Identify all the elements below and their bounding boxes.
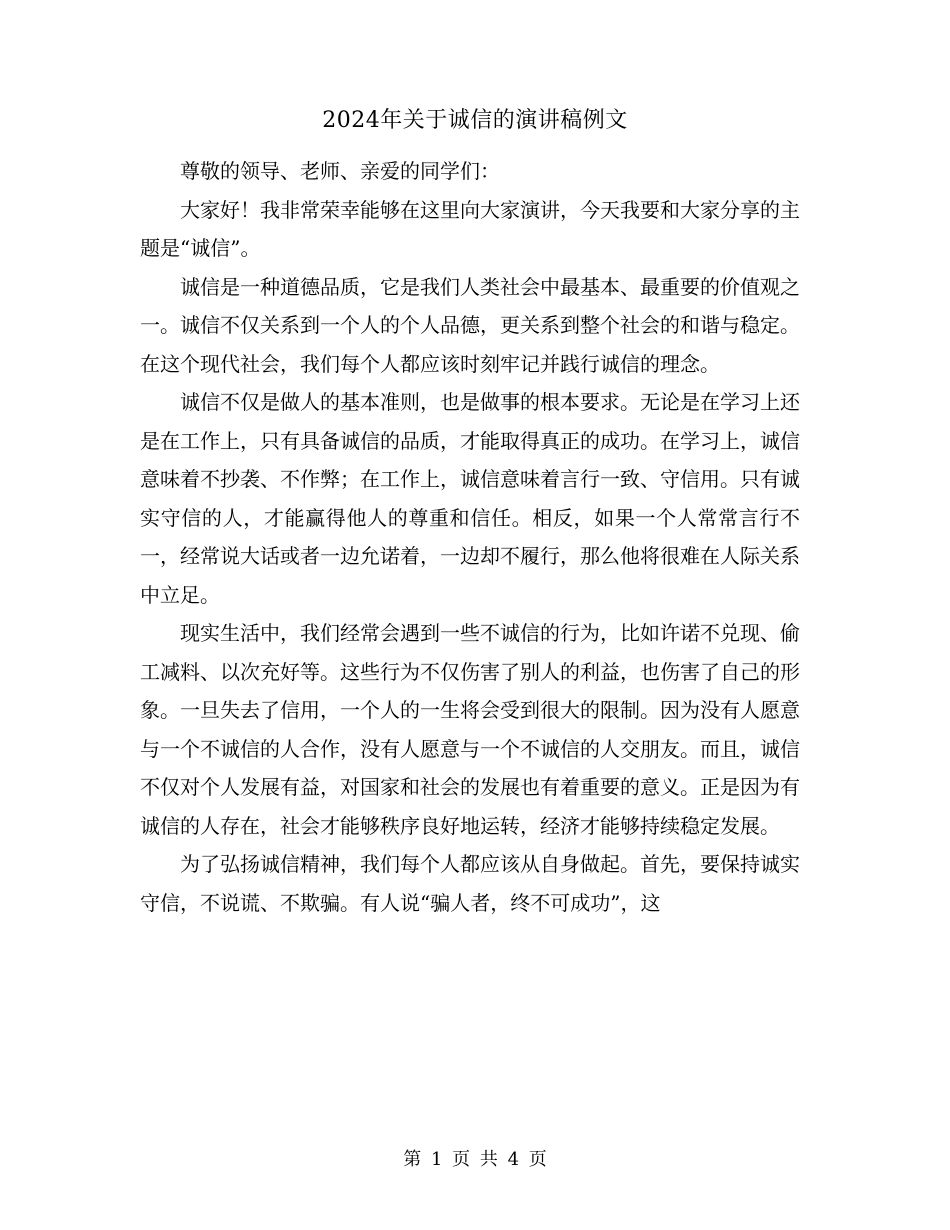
body-paragraph: 现实生活中，我们经常会遇到一些不诚信的行为，比如许诺不兑现、偷工减料、以次充好等。这些行为不仅伤害了别人的利益，也伤害了自己的形象。一旦失去了信用，一个人的一生将会受到很大的限制。因为没有人愿意与一个不诚信的人合作，没有人愿意与一个不诚信的人交朋友。而且，诚信不仅对个人发展有益，对国家和社会的发展也有着重要的意义。正是因为有诚信的人存在，社会才能够秩序良好地运转，经济才能够持续稳定发展。 (140, 621, 800, 838)
document-body (140, 152, 800, 922)
body-paragraph: 诚信不仅是做人的基本准则，也是做事的根本要求。无论是在学习上还是在工作上，只有具备诚信的品质，才能取得真正的成功。在学习上，诚信意味着不抄袭、不作弊；在工作上，诚信意味着言行一致、守信用。只有诚实守信的人，才能赢得他人的尊重和信任。相反，如果一个人常常言行不一，经常说大话或者一边允诺着，一边却不履行，那么他将很难在人际关系中立足。 (140, 390, 800, 607)
body-paragraph: 大家好！我非常荣幸能够在这里向大家演讲，今天我要和大家分享的主题是“诚信”。 (140, 197, 800, 260)
body-paragraph: 为了弘扬诚信精神，我们每个人都应该从自身做起。首先，要保持诚实守信，不说谎、不欺骗。有人说“骗人者，终不可成功”，这 (140, 852, 800, 915)
document-title: 2024年关于诚信的演讲稿例文 (322, 108, 628, 133)
salutation-paragraph: 尊敬的领导、老师、亲爱的同学们： (180, 159, 500, 183)
body-paragraph: 诚信是一种道德品质，它是我们人类社会中最基本、最重要的价值观之一。诚信不仅关系到一个人的个人品德，更关系到整个社会的和谐与稳定。在这个现代社会，我们每个人都应该时刻牢记并践行诚信的理念。 (140, 274, 800, 376)
page-footer: 第 1 页 共 4 页 (403, 1149, 547, 1170)
